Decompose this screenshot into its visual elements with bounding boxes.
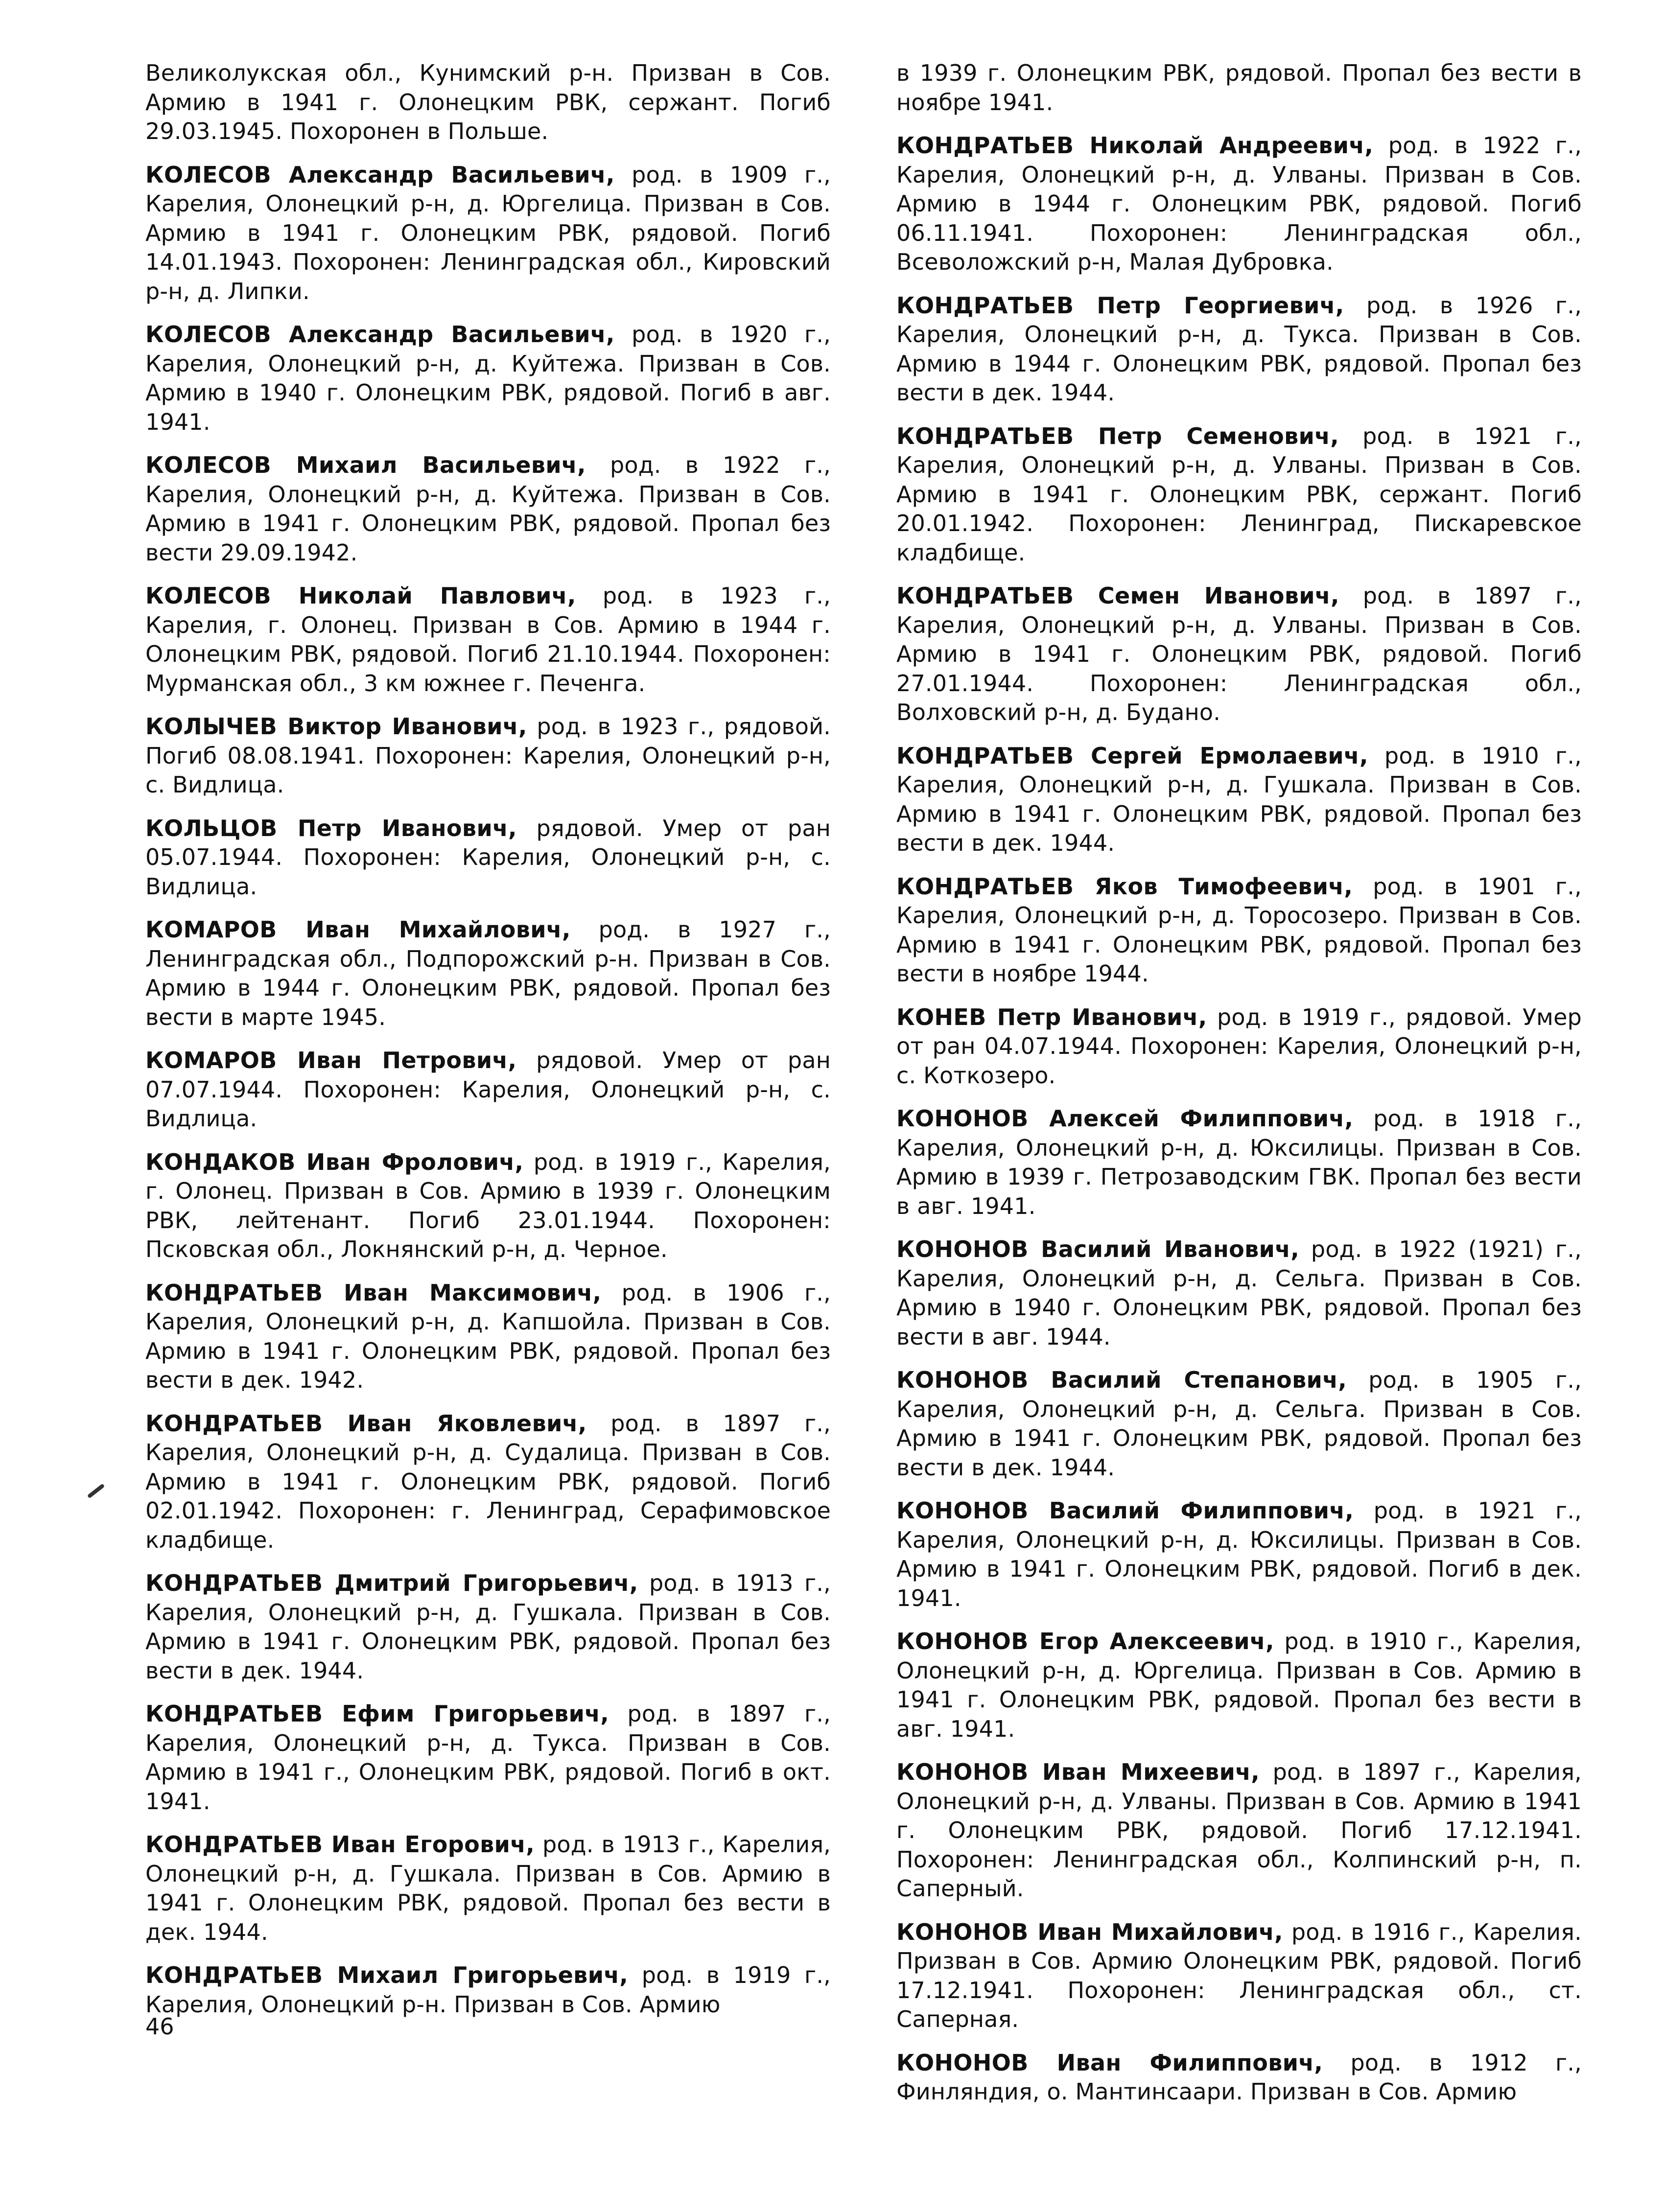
entry-details: род. в 1922 г., Карелия, Олонецкий р-н, д. Куйтежа. Призван в Сов. Армию в 1941 г. Олонецким РВК, рядовой. Пропал без вести 29.09.1942. <box>145 452 831 566</box>
entry-surname-name: КОЛЕСОВ Александр Васильевич, <box>145 161 615 188</box>
entry-surname-name: КОНДРАТЬЕВ Петр Семенович, <box>896 422 1339 449</box>
entry-surname-name: КОЛЕСОВ Александр Васильевич, <box>145 321 615 348</box>
entry-surname-name: КОНДРАТЬЕВ Петр Георгиевич, <box>896 292 1344 319</box>
entry-details: род. в 1918 г., Карелия, Олонецкий р-н, д. Юксилицы. Призван в Сов. Армию в 1939 г. Петрозаводским ГВК. Пропал без вести в авг. 1941. <box>896 1105 1582 1219</box>
biography-entry <box>896 291 1582 408</box>
entry-details: род. в 1912 г., Финляндия, о. Мантинсаари. Призван в Сов. Армию <box>896 2049 1582 2105</box>
entry-surname-name: КОНОНОВ Иван Михеевич, <box>896 1759 1260 1785</box>
biography-entry <box>896 872 1582 989</box>
biography-entry <box>896 1104 1582 1221</box>
biography-entry <box>896 742 1582 858</box>
biography-entry <box>896 131 1582 277</box>
pencil-mark <box>87 1484 105 1499</box>
entry-details: род. в 1913 г., Карелия, Олонецкий р-н, д. Гушкала. Призван в Сов. Армию в 1941 г. Олонецким РВК, рядовой. Пропал без вести в дек. 1944. <box>145 1831 831 1945</box>
biography-entry <box>896 59 1582 117</box>
entry-surname-name: КОНОНОВ Иван Михайлович, <box>896 1918 1283 1945</box>
entry-details: род. в 1920 г., Карелия, Олонецкий р-н, д. Куйтежа. Призван в Сов. Армию в 1940 г. Олонецким РВК, рядовой. Погиб в авг. 1941. <box>145 321 831 435</box>
biography-entry <box>896 582 1582 727</box>
entry-details: род. в 1922 г., Карелия, Олонецкий р-н, д. Улваны. Призван в Сов. Армию в 1944 г. Олонецким РВК, рядовой. Погиб 06.11.1941. Похоронен: Ленинградская обл., Всеволожский р-н, Малая Дубровка. <box>896 132 1582 275</box>
entry-surname-name: КОНДРАТЬЕВ Яков Тимофеевич, <box>896 873 1353 900</box>
entry-details: рядовой. Умер от ран 05.07.1944. Похоронен: Карелия, Олонецкий р-н, с. Видлица. <box>145 815 831 900</box>
biography-entry <box>145 320 831 437</box>
entry-details: род. в 1897 г., Карелия, Олонецкий р-н, д. Тукса. Призван в Сов. Армию в 1941 г., Олонецким РВК, рядовой. Погиб в окт. 1941. <box>145 1700 831 1815</box>
biography-entry <box>145 1830 831 1947</box>
entry-details: род. в 1910 г., Карелия, Олонецкий р-н, д. Юргелица. Призван в Сов. Армию в 1941 г. Олонецким РВК, рядовой. Пропал без вести в авг. 1941. <box>896 1628 1582 1742</box>
entry-details: Великолукская обл., Кунимский р-н. Призван в Сов. Армию в 1941 г. Олонецким РВК, сержант. Погиб 29.03.1945. Похоронен в Польше. <box>145 60 831 144</box>
biography-entry <box>896 2049 1582 2107</box>
biography-entry <box>145 1279 831 1395</box>
entry-surname-name: КОНОНОВ Егор Алексеевич, <box>896 1628 1274 1654</box>
entry-details: род. в 1919 г., рядовой. Умер от ран 04.07.1944. Похоронен: Карелия, Олонецкий р-н, с. Коткозеро. <box>896 1003 1582 1089</box>
biography-entry <box>896 1496 1582 1613</box>
entry-surname-name: КОНДРАТЬЕВ Иван Егорович, <box>145 1831 535 1858</box>
entry-details: род. в 1909 г., Карелия, Олонецкий р-н, д. Юргелица. Призван в Сов. Армию в 1941 г. Олонецким РВК, рядовой. Погиб 14.01.1943. Похоронен: Ленинградская обл., Кировский р-н, д. Липки. <box>145 161 831 304</box>
biography-entry <box>896 422 1582 568</box>
biography-entry <box>896 1003 1582 1091</box>
entry-surname-name: КОЛЕСОВ Николай Павлович, <box>145 582 576 609</box>
entry-details: род. в 1919 г., Карелия, г. Олонец. Призван в Сов. Армию в 1939 г. Олонецким РВК, лейтенант. Погиб 23.01.1944. Похоронен: Псковская обл., Локнянский р-н, д. Черное. <box>145 1148 831 1262</box>
entry-details: род. в 1923 г., рядовой. Погиб 08.08.1941. Похоронен: Карелия, Олонецкий р-н, с. Видлица. <box>145 713 831 798</box>
entry-surname-name: КОЛЬЦОВ Петр Иванович, <box>145 815 517 841</box>
entry-surname-name: КОНОНОВ Василий Иванович, <box>896 1236 1300 1262</box>
biography-entry <box>896 1918 1582 2034</box>
entry-surname-name: КОМАРОВ Иван Петрович, <box>145 1047 517 1073</box>
page-number: 46 <box>145 2013 174 2040</box>
biography-entry <box>145 1409 831 1555</box>
entry-details: род. в 1919 г., Карелия, Олонецкий р-н. Призван в Сов. Армию <box>145 1962 831 2018</box>
entry-details: рядовой. Умер от ран 07.07.1944. Похоронен: Карелия, Олонецкий р-н, с. Видлица. <box>145 1047 831 1132</box>
biography-entry <box>145 161 831 306</box>
left-column <box>145 59 831 2033</box>
biography-entry <box>145 582 831 698</box>
biography-entry <box>145 814 831 902</box>
entry-details: род. в 1921 г., Карелия, Олонецкий р-н, д. Юксилицы. Призван в Сов. Армию в 1941 г. Олонецким РВК, рядовой. Погиб в дек. 1941. <box>896 1497 1582 1611</box>
biography-entry <box>896 1366 1582 1482</box>
biography-entry <box>896 1758 1582 1904</box>
entry-details: род. в 1927 г., Ленинградская обл., Подпорожский р-н. Призван в Сов. Армию в 1944 г. Олонецким РВК, рядовой. Пропал без вести в марте 1945. <box>145 916 831 1030</box>
entry-details: род. в 1913 г., Карелия, Олонецкий р-н, д. Гушкала. Призван в Сов. Армию в 1941 г. Олонецким РВК, рядовой. Пропал без вести в дек. 1944. <box>145 1570 831 1684</box>
biography-entry <box>145 712 831 800</box>
entry-details: род. в 1906 г., Карелия, Олонецкий р-н, д. Капшойла. Призван в Сов. Армию в 1941 г. Олонецким РВК, рядовой. Пропал без вести в дек. 1942. <box>145 1279 831 1393</box>
entry-details: род. в 1921 г., Карелия, Олонецкий р-н, д. Улваны. Призван в Сов. Армию в 1941 г. Олонецким РВК, сержант. Погиб 20.01.1942. Похоронен: Ленинград, Пискаревское кладбище. <box>896 422 1582 566</box>
entry-surname-name: КОНДРАТЬЕВ Иван Максимович, <box>145 1279 602 1306</box>
biography-entry <box>145 59 831 146</box>
entry-surname-name: КОНЕВ Петр Иванович, <box>896 1003 1207 1030</box>
biography-entry <box>145 1700 831 1816</box>
entry-surname-name: КОНДРАТЬЕВ Михаил Григорьевич, <box>145 1962 629 1988</box>
entry-details: род. в 1922 (1921) г., Карелия, Олонецкий р-н, д. Сельга. Призван в Сов. Армию в 1940 г. Олонецким РВК, рядовой. Пропал без вести в авг. 1944. <box>896 1236 1582 1350</box>
entry-surname-name: КОНДАКОВ Иван Фролович, <box>145 1148 524 1175</box>
entry-details: род. в 1897 г., Карелия, Олонецкий р-н, д. Судалица. Призван в Сов. Армию в 1941 г. Олонецким РВК, рядовой. Погиб 02.01.1942. Похоронен: г. Ленинград, Серафимовское кладбище. <box>145 1410 831 1553</box>
biography-entry <box>145 1148 831 1264</box>
entry-surname-name: КОНДРАТЬЕВ Ефим Григорьевич, <box>145 1700 609 1727</box>
biography-entry <box>145 451 831 567</box>
entry-surname-name: КОНОНОВ Василий Степанович, <box>896 1367 1347 1393</box>
entry-surname-name: КОЛЫЧЕВ Виктор Иванович, <box>145 713 527 740</box>
entry-details: род. в 1897 г., Карелия, Олонецкий р-н, д. Улваны. Призван в Сов. Армию в 1941 г. Олонецким РВК, рядовой. Погиб 17.12.1941. Похоронен: Ленинградская обл., Колпинский р-н, п. Саперный. <box>896 1759 1582 1902</box>
entry-surname-name: КОНОНОВ Алексей Филиппович, <box>896 1105 1354 1132</box>
entry-surname-name: КОНДРАТЬЕВ Сергей Ермолаевич, <box>896 742 1368 769</box>
biography-entry <box>896 1235 1582 1351</box>
biography-entry <box>145 1569 831 1685</box>
biography-entry <box>896 1627 1582 1744</box>
entry-surname-name: КОНОНОВ Иван Филиппович, <box>896 2049 1323 2076</box>
entry-details: в 1939 г. Олонецким РВК, рядовой. Пропал без вести в ноябре 1941. <box>896 60 1582 116</box>
biography-entry <box>145 1961 831 2019</box>
biography-entry <box>145 1046 831 1134</box>
biography-entry <box>145 915 831 1032</box>
entry-details: род. в 1910 г., Карелия, Олонецкий р-н, д. Гушкала. Призван в Сов. Армию в 1941 г. Олонецким РВК, рядовой. Пропал без вести в дек. 1944. <box>896 742 1582 856</box>
entry-surname-name: КОЛЕСОВ Михаил Васильевич, <box>145 452 586 478</box>
entry-surname-name: КОНДРАТЬЕВ Дмитрий Григорьевич, <box>145 1570 638 1596</box>
entry-surname-name: КОНДРАТЬЕВ Иван Яковлевич, <box>145 1410 587 1437</box>
entry-details: род. в 1901 г., Карелия, Олонецкий р-н, д. Торосозеро. Призван в Сов. Армию в 1941 г. Олонецким РВК, рядовой. Пропал без вести в ноябре 1944. <box>896 873 1582 987</box>
entry-details: род. в 1905 г., Карелия, Олонецкий р-н, д. Сельга. Призван в Сов. Армию в 1941 г. Олонецким РВК, рядовой. Пропал без вести в дек. 1944. <box>896 1367 1582 1481</box>
entry-details: род. в 1897 г., Карелия, Олонецкий р-н, д. Улваны. Призван в Сов. Армию в 1941 г. Олонецким РВК, рядовой. Погиб 27.01.1944. Похоронен: Ленинградская обл., Волховский р-н, д. Будано. <box>896 582 1582 725</box>
entry-surname-name: КОНДРАТЬЕВ Семен Иванович, <box>896 582 1339 609</box>
entry-details: род. в 1926 г., Карелия, Олонецкий р-н, д. Тукса. Призван в Сов. Армию в 1944 г. Олонецким РВК, рядовой. Пропал без вести в дек. 1944. <box>896 292 1582 406</box>
entry-surname-name: КОНОНОВ Василий Филиппович, <box>896 1497 1354 1524</box>
entry-surname-name: КОНДРАТЬЕВ Николай Андреевич, <box>896 132 1374 159</box>
entry-surname-name: КОМАРОВ Иван Михайлович, <box>145 916 571 943</box>
entry-details: род. в 1916 г., Карелия. Призван в Сов. Армию Олонецким РВК, рядовой. Погиб 17.12.1941. Похоронен: Ленинградская обл., ст. Саперная. <box>896 1918 1582 2032</box>
entry-details: род. в 1923 г., Карелия, г. Олонец. Призван в Сов. Армию в 1944 г. Олонецким РВК, рядовой. Погиб 21.10.1944. Похоронен: Мурманская обл., 3 км южнее г. Печенга. <box>145 582 831 697</box>
right-column <box>896 59 1582 2121</box>
